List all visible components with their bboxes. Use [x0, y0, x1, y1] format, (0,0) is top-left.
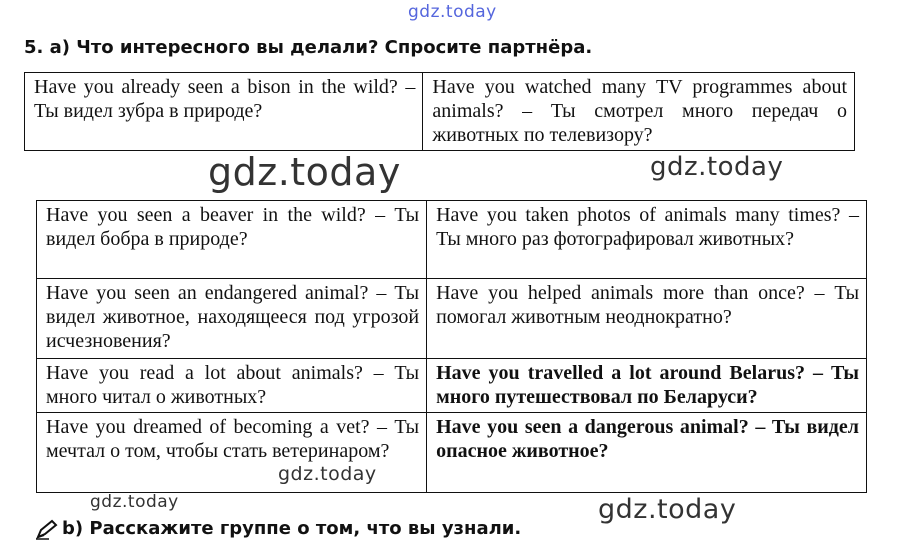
part-b-heading: b) Расскажите группе о том, что вы узнали. [62, 518, 522, 539]
watermark-medium: gdz.today [598, 494, 737, 525]
pencil-icon [35, 518, 59, 540]
table-cell: Have you watched many TV programmes about animals? – Ты смотрел много передач о животных по телевизору? [423, 73, 855, 151]
table-row [37, 279, 867, 359]
watermark-medium: gdz.today [650, 152, 784, 182]
watermark-small: gdz.today [90, 492, 179, 512]
watermark-large: gdz.today [208, 150, 401, 194]
table-cell: Have you dreamed of becoming a vet? – Ты мечтал о том, чтобы стать ветеринаром? [37, 413, 427, 493]
table-cell: Have you taken photos of animals many times? – Ты много раз фотографировал животных? [427, 201, 867, 279]
table-cell: Have you travelled a lot around Belarus? – Ты много путешествовал по Беларуси? [427, 359, 867, 413]
table-cell: Have you seen a dangerous animal? – Ты видел опасное животное? [427, 413, 867, 493]
table-questions-2 [36, 200, 867, 493]
table-row [37, 201, 867, 279]
table-row [25, 73, 855, 151]
table-cell: Have you seen a beaver in the wild? – Ты видел бобра в природе? [37, 201, 427, 279]
table-row [37, 413, 867, 493]
table-row [37, 359, 867, 413]
table-cell: Have you read a lot about animals? – Ты много читал о животных? [37, 359, 427, 413]
table-cell: Have you helped animals more than once? – Ты помогал животным неоднократно? [427, 279, 867, 359]
exercise-heading: 5. a) Что интересного вы делали? Спросите партнёра. [24, 37, 593, 58]
table-cell: Have you seen an endangered animal? – Ты видел животное, находящееся под угрозой исчезновения? [37, 279, 427, 359]
table-cell: Have you already seen a bison in the wild? – Ты видел зубра в природе? [25, 73, 423, 151]
table-questions-1 [24, 72, 855, 151]
watermark-top: gdz.today [408, 2, 497, 22]
watermark-small: gdz.today [278, 463, 377, 485]
